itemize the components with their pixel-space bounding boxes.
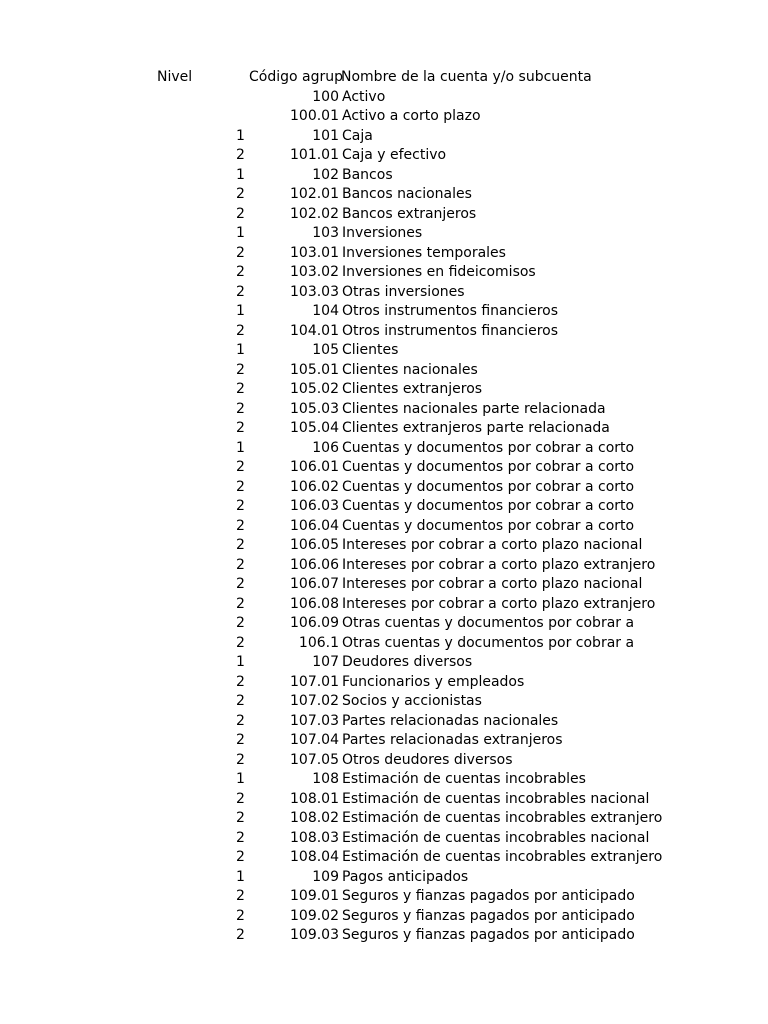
cell-nombre: Pagos anticipados — [342, 868, 469, 885]
cell-nombre: Socios y accionistas — [342, 693, 482, 709]
cell-codigo: 108.01 — [290, 790, 339, 807]
cell-codigo: 105 — [312, 342, 339, 358]
cell-codigo: 103.01 — [290, 244, 339, 261]
table-row — [0, 614, 768, 634]
cell-nivel: 2 — [236, 712, 245, 729]
cell-nivel: 2 — [236, 595, 245, 612]
cell-nivel: 2 — [236, 205, 245, 222]
cell-codigo: 106.05 — [290, 537, 339, 553]
cell-nivel: 2 — [236, 849, 245, 865]
cell-codigo: 107.03 — [290, 712, 339, 729]
header-nombre: Nombre de la cuenta y/o subcuenta — [341, 69, 592, 85]
cell-nivel: 2 — [236, 459, 245, 475]
cell-codigo: 108.03 — [290, 829, 339, 846]
cell-codigo: 100 — [312, 88, 339, 105]
cell-nivel: 1 — [236, 166, 245, 183]
cell-nombre: Estimación de cuentas incobrables nacional — [342, 829, 650, 846]
table-row — [0, 595, 768, 615]
cell-nombre: Otros deudores diversos — [342, 751, 513, 768]
cell-codigo: 106 — [312, 439, 339, 456]
table-row — [0, 127, 768, 147]
table-row — [0, 107, 768, 127]
cell-nivel: 2 — [236, 888, 245, 904]
cell-nombre: Seguros y fianzas pagados por anticipado — [342, 907, 635, 924]
cell-nivel: 1 — [236, 439, 245, 456]
cell-nivel: 2 — [236, 517, 245, 534]
cell-nivel — [236, 107, 250, 127]
cell-codigo: 101 — [312, 127, 339, 144]
cell-codigo: 106.01 — [290, 459, 339, 475]
table-row — [0, 634, 768, 654]
cell-nombre: Otros instrumentos financieros — [342, 322, 559, 339]
cell-codigo: 108 — [312, 771, 339, 787]
table-row — [0, 224, 768, 244]
cell-nombre: Funcionarios y empleados — [342, 673, 525, 690]
cell-codigo: 105.02 — [290, 381, 339, 397]
cell-codigo: 106.02 — [290, 478, 339, 495]
cell-nombre: Clientes — [342, 342, 399, 358]
cell-nivel: 2 — [236, 927, 245, 943]
cell-nivel: 2 — [236, 732, 245, 748]
cell-nombre: Seguros y fianzas pagados por anticipado — [342, 888, 635, 904]
cell-nombre: Estimación de cuentas incobrables extranjero — [342, 810, 663, 826]
table-row — [0, 185, 768, 205]
cell-nombre: Intereses por cobrar a corto plazo nacional — [342, 537, 643, 553]
table-row — [0, 380, 768, 400]
table-row — [0, 751, 768, 771]
cell-codigo: 109 — [312, 868, 339, 885]
cell-codigo: 104 — [312, 303, 339, 319]
cell-nombre: Caja — [342, 127, 373, 144]
table-row — [0, 653, 768, 673]
cell-nombre: Estimación de cuentas incobrables nacional — [342, 790, 650, 807]
table-row — [0, 88, 768, 108]
cell-nombre: Clientes nacionales parte relacionada — [342, 400, 606, 417]
cell-nivel: 2 — [236, 576, 245, 592]
cell-nombre: Otros instrumentos financieros — [342, 303, 559, 319]
cell-codigo: 100.01 — [290, 108, 339, 124]
cell-nivel: 1 — [236, 771, 245, 787]
cell-nivel: 2 — [236, 790, 245, 807]
header-row — [0, 68, 768, 88]
header-codigo: Código agrup — [249, 69, 344, 85]
cell-nivel: 2 — [236, 147, 245, 163]
cell-nivel: 2 — [236, 381, 245, 397]
cell-codigo: 101.01 — [290, 147, 339, 163]
cell-nivel: 2 — [236, 283, 245, 300]
cell-nivel — [236, 88, 250, 108]
cell-codigo: 106.08 — [290, 595, 339, 612]
cell-codigo: 107.01 — [290, 673, 339, 690]
table-row — [0, 322, 768, 342]
table-row — [0, 244, 768, 264]
cell-nivel: 2 — [236, 498, 245, 514]
table-row — [0, 673, 768, 693]
cell-nivel: 2 — [236, 420, 245, 436]
cell-nombre: Partes relacionadas nacionales — [342, 712, 559, 729]
table-row — [0, 419, 768, 439]
cell-codigo: 106.06 — [290, 556, 339, 573]
cell-nivel: 2 — [236, 673, 245, 690]
table-row — [0, 556, 768, 576]
table-row — [0, 458, 768, 478]
cell-codigo: 106.07 — [290, 576, 339, 592]
cell-codigo: 102 — [312, 166, 339, 183]
cell-codigo: 109.03 — [290, 927, 339, 943]
table-row — [0, 536, 768, 556]
cell-nivel: 1 — [236, 225, 245, 241]
cell-nombre: Bancos nacionales — [342, 186, 472, 202]
cell-nombre: Otras cuentas y documentos por cobrar a — [342, 634, 635, 651]
table-row — [0, 887, 768, 907]
cell-codigo: 106.1 — [298, 634, 339, 651]
cell-nombre: Clientes nacionales — [342, 361, 478, 378]
cell-codigo: 102.02 — [290, 205, 339, 222]
cell-nombre: Activo a corto plazo — [342, 108, 481, 124]
table-row — [0, 848, 768, 868]
cell-nombre: Estimación de cuentas incobrables — [342, 771, 586, 787]
table-row — [0, 907, 768, 927]
cell-codigo: 105.04 — [290, 420, 339, 436]
cell-nombre: Clientes extranjeros — [342, 381, 483, 397]
cell-nivel: 1 — [236, 868, 245, 885]
table-row — [0, 868, 768, 888]
table-row — [0, 829, 768, 849]
cell-nombre: Bancos — [342, 166, 393, 183]
table-row — [0, 790, 768, 810]
cell-nivel: 2 — [236, 478, 245, 495]
table-row — [0, 517, 768, 537]
cell-nivel: 2 — [236, 400, 245, 417]
cell-nombre: Seguros y fianzas pagados por anticipado — [342, 927, 635, 943]
cell-codigo: 104.01 — [290, 322, 339, 339]
cell-nombre: Inversiones en fideicomisos — [342, 264, 536, 280]
table-row — [0, 205, 768, 225]
cell-nombre: Partes relacionadas extranjeros — [342, 732, 563, 748]
cell-nombre: Cuentas y documentos por cobrar a corto — [342, 517, 635, 534]
table-row — [0, 146, 768, 166]
account-rows — [0, 88, 768, 946]
cell-nombre: Activo — [342, 88, 386, 105]
cell-codigo: 103 — [312, 225, 339, 241]
table-row — [0, 361, 768, 381]
cell-nombre: Cuentas y documentos por cobrar a corto — [342, 439, 635, 456]
cell-nivel: 2 — [236, 810, 245, 826]
account-catalog-sheet — [0, 68, 768, 946]
table-row — [0, 692, 768, 712]
cell-nombre: Bancos extranjeros — [342, 205, 477, 222]
cell-nivel: 2 — [236, 556, 245, 573]
cell-nivel: 2 — [236, 322, 245, 339]
cell-codigo: 102.01 — [290, 186, 339, 202]
cell-nombre: Cuentas y documentos por cobrar a corto — [342, 459, 635, 475]
cell-codigo: 103.03 — [290, 283, 339, 300]
cell-nivel: 2 — [236, 693, 245, 709]
cell-nombre: Estimación de cuentas incobrables extranjero — [342, 849, 663, 865]
cell-nivel: 1 — [236, 127, 245, 144]
cell-codigo: 107.02 — [290, 693, 339, 709]
cell-nivel: 1 — [236, 303, 245, 319]
cell-nombre: Inversiones temporales — [342, 244, 506, 261]
cell-nivel: 2 — [236, 361, 245, 378]
cell-codigo: 106.03 — [290, 498, 339, 514]
table-row — [0, 575, 768, 595]
cell-codigo: 109.01 — [290, 888, 339, 904]
cell-nivel: 2 — [236, 186, 245, 202]
cell-nivel: 2 — [236, 751, 245, 768]
cell-nombre: Cuentas y documentos por cobrar a corto — [342, 478, 635, 495]
cell-codigo: 105.03 — [290, 400, 339, 417]
cell-nivel: 2 — [236, 264, 245, 280]
table-row — [0, 926, 768, 946]
cell-nombre: Clientes extranjeros parte relacionada — [342, 420, 610, 436]
table-row — [0, 770, 768, 790]
cell-nombre: Caja y efectivo — [342, 147, 447, 163]
table-row — [0, 400, 768, 420]
cell-nivel: 2 — [236, 907, 245, 924]
cell-codigo: 107.05 — [290, 751, 339, 768]
cell-nivel: 2 — [236, 615, 245, 631]
table-row — [0, 341, 768, 361]
cell-nombre: Otras inversiones — [342, 283, 465, 300]
cell-nombre: Otras cuentas y documentos por cobrar a — [342, 615, 635, 631]
cell-codigo: 103.02 — [290, 264, 339, 280]
cell-codigo: 107 — [312, 654, 339, 670]
cell-codigo: 107.04 — [290, 732, 339, 748]
cell-nombre: Cuentas y documentos por cobrar a corto — [342, 498, 635, 514]
cell-nivel: 1 — [236, 342, 245, 358]
cell-nombre: Deudores diversos — [342, 654, 473, 670]
cell-nivel: 2 — [236, 829, 245, 846]
cell-nivel: 2 — [236, 244, 245, 261]
cell-codigo: 105.01 — [290, 361, 339, 378]
table-row — [0, 283, 768, 303]
table-row — [0, 809, 768, 829]
table-row — [0, 302, 768, 322]
header-nivel: Nivel — [157, 69, 193, 85]
cell-nivel: 2 — [236, 537, 245, 553]
cell-codigo: 109.02 — [290, 907, 339, 924]
cell-codigo: 106.09 — [290, 615, 339, 631]
cell-codigo: 108.04 — [290, 849, 339, 865]
cell-codigo: 106.04 — [290, 517, 339, 534]
cell-codigo: 108.02 — [290, 810, 339, 826]
table-row — [0, 439, 768, 459]
cell-nombre: Inversiones — [342, 225, 423, 241]
table-row — [0, 497, 768, 517]
cell-nivel: 2 — [236, 634, 245, 651]
table-row — [0, 712, 768, 732]
cell-nombre: Intereses por cobrar a corto plazo extranjero — [342, 595, 656, 612]
table-row — [0, 731, 768, 751]
cell-nombre: Intereses por cobrar a corto plazo extranjero — [342, 556, 656, 573]
cell-nivel: 1 — [236, 654, 245, 670]
table-row — [0, 263, 768, 283]
cell-nombre: Intereses por cobrar a corto plazo nacional — [342, 576, 643, 592]
table-row — [0, 478, 768, 498]
table-row — [0, 166, 768, 186]
